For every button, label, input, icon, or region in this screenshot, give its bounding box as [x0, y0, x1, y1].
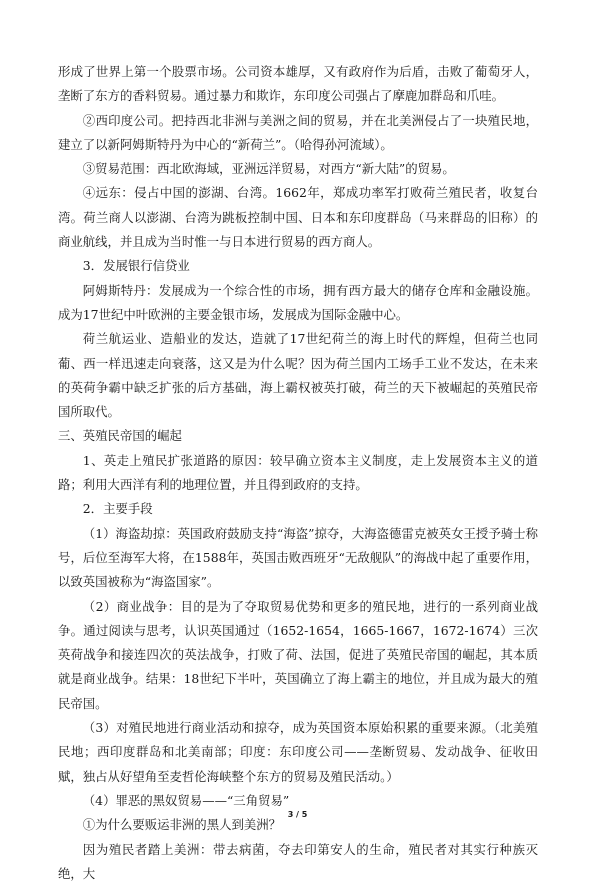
- paragraph-west-india-company: ②西印度公司。把持西北非洲与美洲之间的贸易，并在北美洲侵占了一块殖民地，建立了以新阿姆斯特丹为中心的“新荷兰”。（哈得孙河流域）。: [58, 109, 538, 158]
- paragraph-slave-trade-answer: 因为殖民者踏上美洲：带去病菌，夺去印第安人的生命，殖民者对其实行种族灭绝，大: [58, 838, 538, 886]
- section-heading-british-empire: 三、英殖民帝国的崛起: [58, 424, 538, 448]
- page-number: 3 / 5: [0, 810, 595, 819]
- paragraph-far-east: ④远东：侵占中国的澎湖、台湾。1662年，郑成功率军打败荷兰殖民者，收复台湾。荷兰商人以澎湖、台湾为跳板控制中国、日本和东印度群岛（马来群岛的旧称）的商业航线，并且成为当时惟一与日本进行贸易的西方商人。: [58, 181, 538, 254]
- paragraph-east-india-company: 形成了世界上第一个股票市场。公司资本雄厚，又有政府作为后盾，击败了葡萄牙人，垄断了东方的香料贸易。通过暴力和欺诈，东印度公司强占了摩鹿加群岛和爪哇。: [58, 60, 538, 109]
- paragraph-slave-trade-question: ①为什么要贩运非洲的黑人到美洲？: [58, 813, 538, 837]
- paragraph-amsterdam: 阿姆斯特丹：发展成为一个综合性的市场，拥有西方最大的储存仓库和金融设施。成为17世纪中叶欧洲的主要金银市场，发展成为国际金融中心。: [58, 279, 538, 328]
- page-content: [58, 60, 538, 886]
- paragraph-slave-trade-heading: （4）罪恶的黑奴贸易——“三角贸易”: [58, 789, 538, 813]
- section-heading-main-means: 2．主要手段: [58, 497, 538, 521]
- paragraph-british-reasons: 1、英走上殖民扩张道路的原因：较早确立资本主义制度，走上发展资本主义的道路；利用大西洋有利的地理位置，并且得到政府的支持。: [58, 449, 538, 498]
- paragraph-colonial-plunder: （3）对殖民地进行商业活动和掠夺，成为英国资本原始积累的重要来源。（北美殖民地；西印度群岛和北美南部；印度：东印度公司——垄断贸易、发动战争、征收田赋，独占从好望角至麦哲伦海峡整个东方的贸易及殖民活动。）: [58, 716, 538, 789]
- paragraph-commercial-war: （2）商业战争：目的是为了夺取贸易优势和更多的殖民地，进行的一系列商业战争。通过阅读与思考，认识英国通过（1652-1654，1665-1667，1672-1674）三次英荷战争和接连四次的英法战争，打败了荷、法国，促进了英殖民帝国的崛起，其本质就是商业战争。结果：18世纪下半叶，英国确立了海上霸主的地位，并且成为最大的殖民帝国。: [58, 595, 538, 716]
- paragraph-trade-scope: ③贸易范围：西北欧海域，亚洲远洋贸易，对西方“新大陆”的贸易。: [58, 157, 538, 181]
- paragraph-piracy: （1）海盗劫掠：英国政府鼓励支持“海盗”掠夺，大海盗德雷克被英女王授予骑士称号，后位至海军大将，在1588年，英国击败西班牙“无敌舰队”的海战中起了重要作用，以致英国被称为“海盗国家”。: [58, 522, 538, 595]
- section-heading-banking: 3．发展银行信贷业: [58, 254, 538, 278]
- paragraph-dutch-decline: 荷兰航运业、造船业的发达，造就了17世纪荷兰的海上时代的辉煌，但荷兰也同葡、西一样迅速走向衰落，这又是为什么呢？因为荷兰国内工场手工业不发达，在未来的英荷争霸中缺乏扩张的后方基础，海上霸权被英打破，荷兰的天下被崛起的英殖民帝国所取代。: [58, 327, 538, 424]
